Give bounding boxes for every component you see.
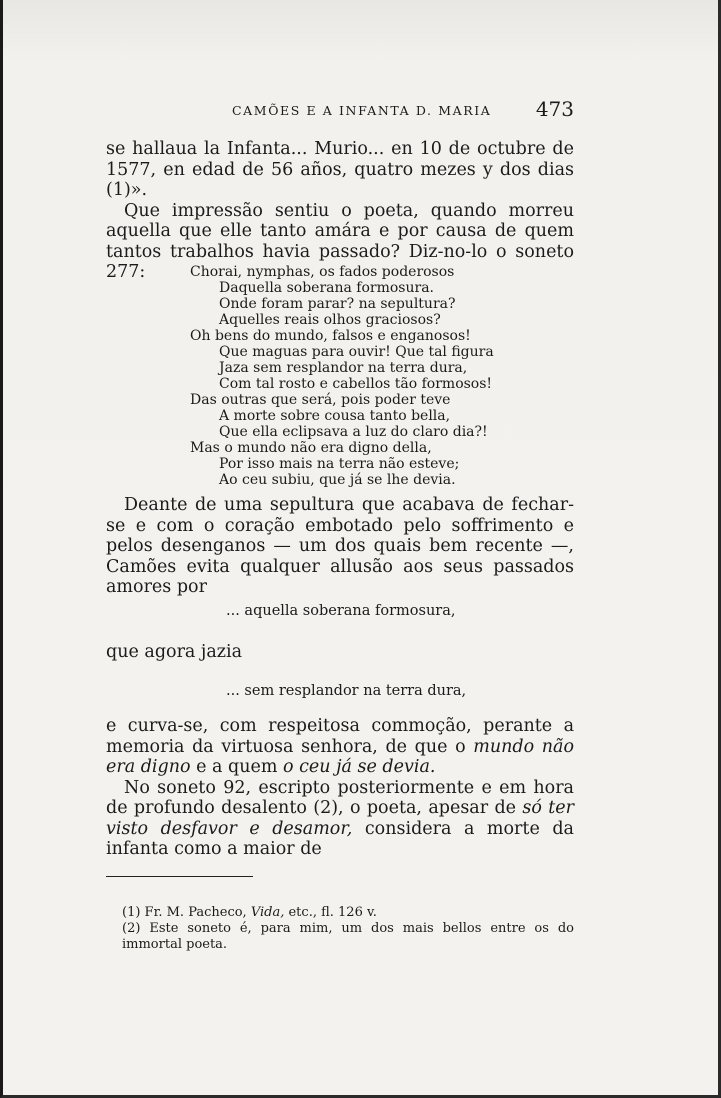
poem-line: Chorai, nymphas, os fados poderosos	[190, 264, 455, 280]
poem-line: A morte sobre cousa tanto bella,	[219, 408, 451, 424]
paragraph-text: Deante de uma sepultura que acabava de fechar-se e com o coração embotado pelo soffrimento e pelos desenganos — um dos quais bem recente —, Camões evita qualquer allusão aos seus passados amores por	[106, 495, 574, 597]
paragraph-soneto-92	[106, 778, 574, 860]
page-number: 473	[535, 97, 574, 121]
italic-phrase: só ter visto desfavor e desamor,	[106, 798, 575, 839]
sonnet-277	[190, 264, 494, 488]
verse-quote: ... sem resplandor na terra dura,	[226, 683, 467, 699]
poem-line: Aquelles reais olhos graciosos?	[219, 312, 441, 328]
paragraph-memoria	[106, 716, 574, 778]
poem-line: Que maguas para ouvir! Que tal figura	[219, 344, 494, 360]
paragraph-sepultura	[106, 495, 574, 598]
verse-quote: ... aquella soberana formosura,	[226, 603, 456, 619]
text-run: etc., fl. 126 v.	[284, 905, 377, 920]
text-run: considera a morte da infanta como a maior de	[106, 818, 574, 859]
running-title: CAMÕES E A INFANTA D. MARIA	[232, 103, 492, 118]
opening-text	[106, 139, 574, 283]
closing-text	[106, 716, 574, 860]
paragraph-question: Que impressão sentiu o poeta, quando morreu aquella que elle tanto amára e por causa de quem tantos trabalhos havia passado? Diz-no-lo o soneto 277:	[106, 200, 574, 282]
italic-phrase: o ceu já se devia.	[283, 757, 436, 777]
poem-line: Que ella eclipsava a luz do claro dia?!	[219, 424, 488, 440]
bridge-text: que agora jazia	[106, 642, 243, 662]
text-run: No soneto 92, escripto posteriormente e em hora de profundo desalento (2), o poeta, apesar de	[106, 777, 574, 818]
poem-line: Onde foram parar? na sepultura?	[219, 296, 456, 312]
italic-phrase: Vida,	[250, 905, 285, 920]
footnote-2: (2) Este soneto é, para mim, um dos mais bellos entre os do immortal poeta.	[122, 921, 574, 952]
text-run: e a quem	[190, 757, 283, 777]
italic-phrase: mundo não era digno	[106, 736, 574, 777]
poem-line: Oh bens do mundo, falsos e enganosos!	[190, 328, 471, 344]
poem-line: Jaza sem resplandor na terra dura,	[219, 360, 468, 376]
poem-line: Com tal rosto e cabellos tão formosos!	[219, 376, 493, 392]
poem-line: Das outras que será, pois poder teve	[190, 392, 451, 408]
text-run: (1) Fr. M. Pacheco,	[122, 905, 251, 920]
text-run: e curva-se, com respeitosa commoção, perante a memoria da virtuosa senhora, de que o	[106, 716, 574, 757]
poem-line: Ao ceu subiu, que já se lhe devia.	[219, 472, 456, 488]
poem-line: Por isso mais na terra não esteve;	[219, 456, 460, 472]
poem-line: Mas o mundo não era digno della,	[190, 440, 432, 456]
paragraph-quote-end: se hallaua la Infanta... Murio... en 10 de octubre de 1577, en edad de 56 años, quatro mezes y dos dias (1)».	[106, 139, 574, 200]
footnotes	[106, 905, 574, 953]
page-header	[106, 99, 574, 123]
footnote-1	[106, 905, 574, 921]
poem-line: Daquella soberana formosura.	[219, 280, 434, 296]
footnote-divider	[106, 876, 253, 877]
